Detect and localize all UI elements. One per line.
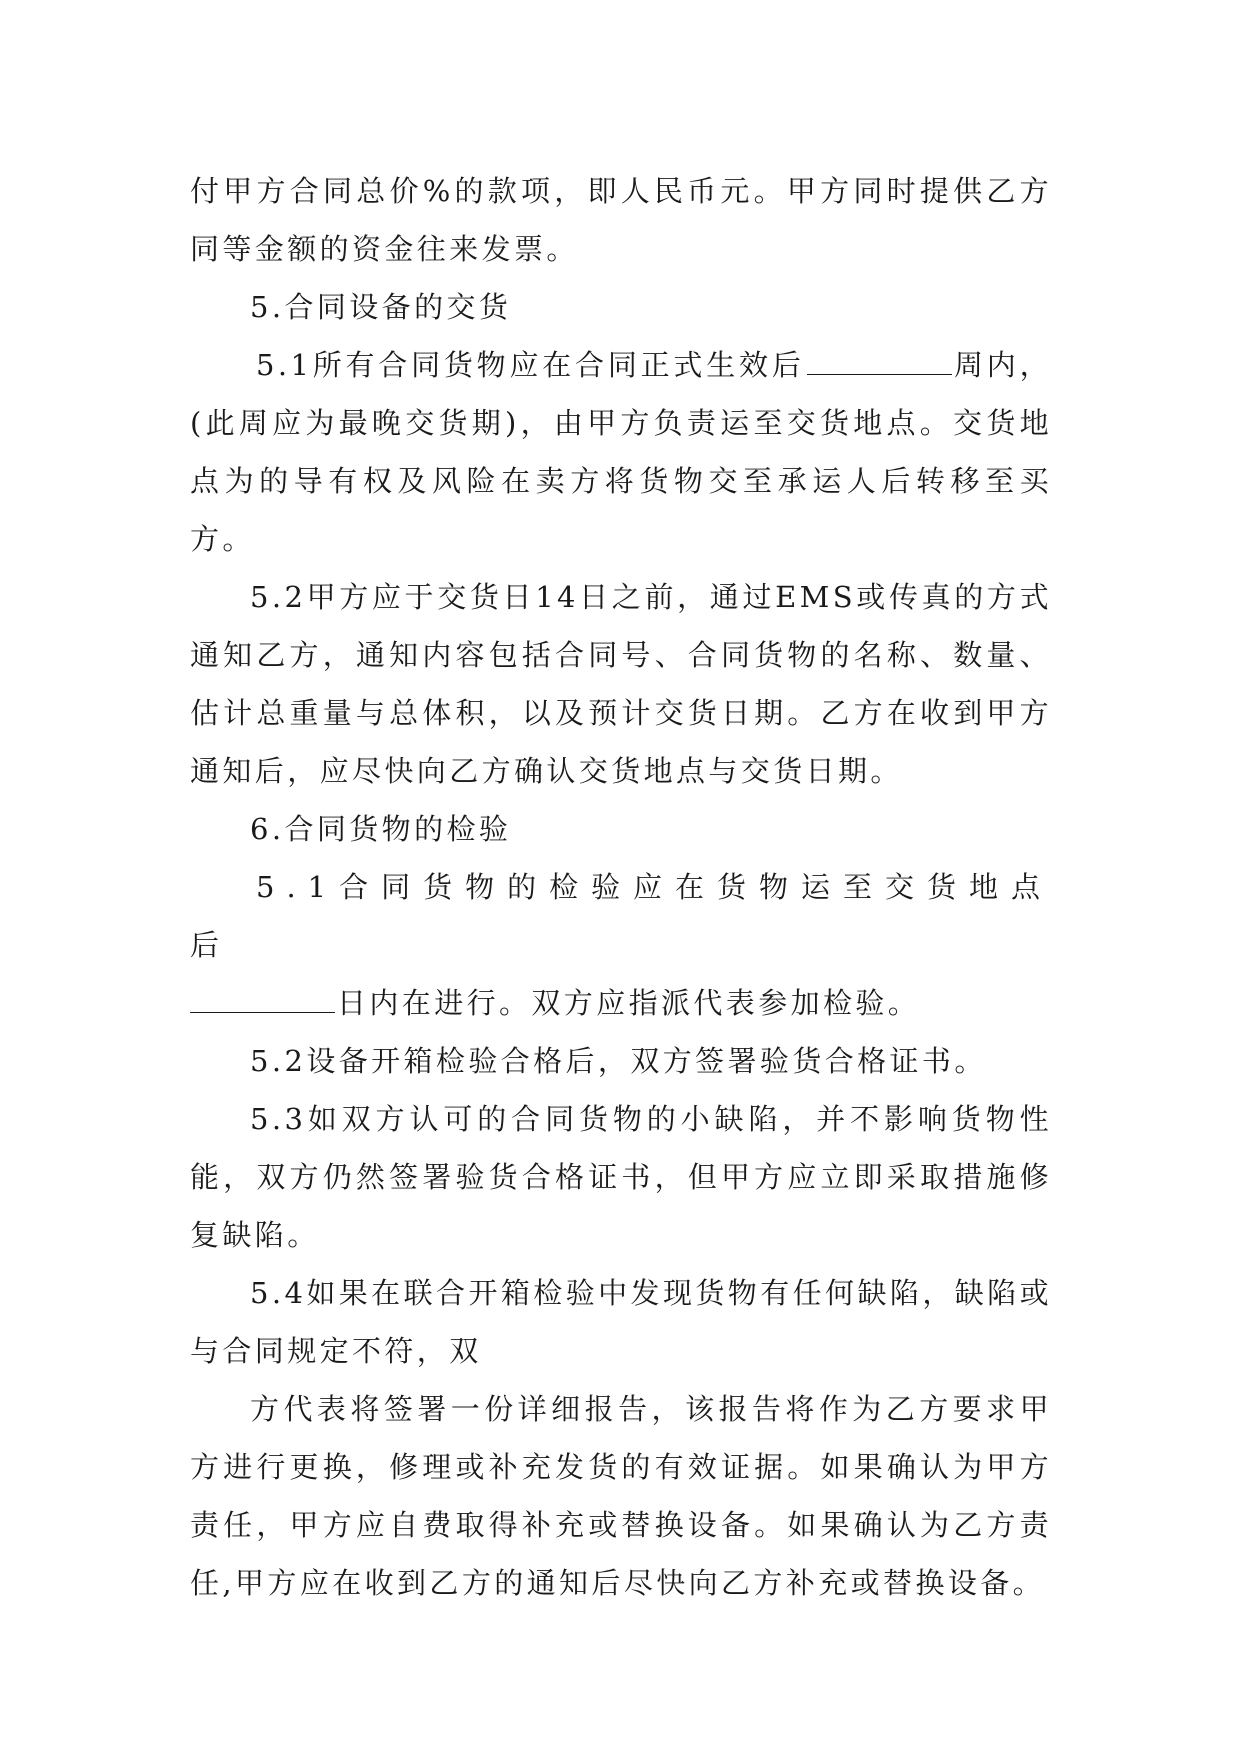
clause-5-1-text-start: 5.1所有合同货物应在合同正式生效后 [256, 348, 805, 382]
clause-6-1-text-start: 5.1合同货物的检验应在货物运至交货地点后 [190, 870, 1052, 962]
clause-6-3-minor-defects: 5.3如双方认可的合同货物的小缺陷，并不影响货物性能，双方仍然签署验货合格证书，但甲方应立即采取措施修复缺陷。 [190, 1102, 1052, 1252]
payment-paragraph: 付甲方合同总价%的款项，即人民币元。甲方同时提供乙方同等金额的资金往来发票。 [190, 174, 1052, 266]
clause-5-2-notification: 5.2甲方应于交货日14日之前，通过EMS或传真的方式通知乙方，通知内容包括合同号、合同货物的名称、数量、估计总重量与总体积，以及预计交货日期。乙方在收到甲方通知后，应尽快向乙方确认交货地点与交货日期。 [190, 580, 1052, 788]
clause-5-1-text-end: 周内，(此周应为最晚交货期)，由甲方负责运至交货地点。交货地点为的导有权及风险在卖方将货物交至承运人后转移至买方。 [190, 348, 1053, 556]
section-5-heading: 5.合同设备的交货 [250, 290, 512, 324]
section-6-heading: 6.合同货物的检验 [250, 812, 512, 846]
clause-6-1-inspection [190, 858, 1052, 974]
weeks-blank-field [807, 336, 952, 375]
clause-6-1-continuation [190, 974, 1052, 1032]
clause-6-4-continuation: 方代表将签署一份详细报告，该报告将作为乙方要求甲方进行更换，修理或补充发货的有效证据。如果确认为甲方责任，甲方应自费取得补充或替换设备。如果确认为乙方责任,甲方应在收到乙方的通知后尽快向乙方补充或替换设备。 [190, 1392, 1052, 1600]
clause-5-1-delivery [190, 336, 1052, 568]
clause-6-4-defects: 5.4如果在联合开箱检验中发现货物有任何缺陷，缺陷或与合同规定不符，双 [190, 1276, 1052, 1368]
clause-6-1-text-end: 日内在进行。双方应指派代表参加检验。 [337, 986, 921, 1020]
clause-6-2-certificate: 5.2设备开箱检验合格后，双方签署验货合格证书。 [250, 1044, 987, 1078]
days-blank-field [190, 974, 335, 1013]
document-body [190, 162, 1052, 1612]
